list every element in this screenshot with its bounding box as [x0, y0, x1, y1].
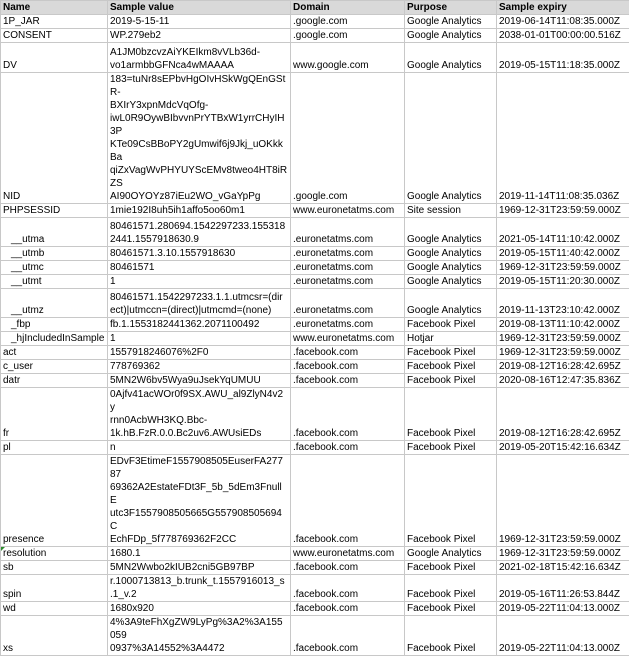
table-row [1, 204, 629, 218]
table-row [1, 29, 629, 43]
table-row [1, 261, 629, 275]
cell-expiry: 1969-12-31T23:59:59.000Z [497, 332, 629, 346]
cell-expiry: 1969-12-31T23:59:59.000Z [497, 204, 629, 218]
cell-name: 1P_JAR [1, 15, 108, 29]
cell-purpose: Google Analytics [405, 261, 497, 275]
cell-domain: .euronetatms.com [291, 275, 405, 289]
table-row [1, 43, 629, 73]
cell-sample-value: 80461571 [108, 261, 291, 275]
cell-domain: .euronetatms.com [291, 247, 405, 261]
cell-expiry: 2019-11-13T23:10:42.000Z [497, 289, 629, 318]
cell-domain: .facebook.com [291, 360, 405, 374]
cell-name: _fbp [1, 318, 108, 332]
cell-domain: .facebook.com [291, 388, 405, 441]
cell-expiry: 2021-05-14T11:10:42.000Z [497, 218, 629, 247]
cell-name: presence [1, 455, 108, 547]
table-row [1, 561, 629, 575]
cell-purpose: Hotjar [405, 332, 497, 346]
cell-sample-value: 1680.1 [108, 547, 291, 561]
table-row [1, 602, 629, 616]
cell-name: PHPSESSID [1, 204, 108, 218]
table-row [1, 547, 629, 561]
cell-domain: www.euronetatms.com [291, 204, 405, 218]
table-body [1, 15, 629, 656]
cell-name: fr [1, 388, 108, 441]
cell-sample-value: 80461571.280694.1542297233.155318 2441.1557918630.9 [108, 218, 291, 247]
cell-expiry: 2019-05-15T11:20:30.000Z [497, 275, 629, 289]
table-row [1, 575, 629, 602]
cell-expiry: 2020-08-16T12:47:35.836Z [497, 374, 629, 388]
header-name: Name [1, 1, 108, 15]
cell-sample-value: n [108, 441, 291, 455]
header-sample-value: Sample value [108, 1, 291, 15]
cell-name: spin [1, 575, 108, 602]
cell-sample-value: EDvF3EtimeF1557908505EuserFA27787 69362A2EstateFDt3F_5b_5dEm3FnullE utc3F1557908505665G557908505694C EchFDp_5f778769362F2CC [108, 455, 291, 547]
cell-domain: .euronetatms.com [291, 261, 405, 275]
cell-domain: .euronetatms.com [291, 218, 405, 247]
cell-purpose: Google Analytics [405, 247, 497, 261]
cell-sample-value: 778769362 [108, 360, 291, 374]
cell-name: DV [1, 43, 108, 73]
cell-sample-value: 80461571.3.10.1557918630 [108, 247, 291, 261]
cell-sample-value: 1680x920 [108, 602, 291, 616]
cell-purpose: Facebook Pixel [405, 575, 497, 602]
header-domain: Domain [291, 1, 405, 15]
cell-sample-value: 0Ajfv41acWOr0f9SX.AWU_al9ZlyN4v2y rnn0AcbWH3KQ.Bbc- 1k.hB.FzR.0.0.Bc2uv6.AWUsiEDs [108, 388, 291, 441]
table-row [1, 388, 629, 441]
cell-domain: www.euronetatms.com [291, 547, 405, 561]
cell-name: resolution [1, 547, 108, 561]
cell-sample-value: 1mie192I8uh5ih1affo5oo60m1 [108, 204, 291, 218]
cell-sample-value: fb.1.1553182441362.2071100492 [108, 318, 291, 332]
cell-purpose: Facebook Pixel [405, 374, 497, 388]
cell-domain: .google.com [291, 15, 405, 29]
header-row [1, 1, 629, 15]
header-purpose: Purpose [405, 1, 497, 15]
cell-purpose: Facebook Pixel [405, 318, 497, 332]
cell-purpose: Google Analytics [405, 73, 497, 204]
cell-expiry: 2019-05-15T11:18:35.000Z [497, 43, 629, 73]
cell-expiry: 2019-08-12T16:28:42.695Z [497, 360, 629, 374]
table-row [1, 374, 629, 388]
cell-expiry: 1969-12-31T23:59:59.000Z [497, 455, 629, 547]
cell-purpose: Facebook Pixel [405, 346, 497, 360]
cell-name: NID [1, 73, 108, 204]
table-row [1, 441, 629, 455]
cell-purpose: Google Analytics [405, 289, 497, 318]
cell-sample-value: 183=tuNr8sEPbvHgOIvHSkWgQEnGStR- BXIrY3xpnMdcVqOfg- iwL0R9OywBIbvvnPrYTBxW1yrrCHyIH3P KTe09CsBBoPY2gUmwif6j9Jkj_uOKkkBa qiZxVagWvPHYUYScEMv8tweo4HT8iRZS AI90OYOYz87iEu2WO_vGaYpPg [108, 73, 291, 204]
cell-domain: .facebook.com [291, 346, 405, 360]
cell-name: act [1, 346, 108, 360]
cell-expiry: 2019-05-22T11:04:13.000Z [497, 602, 629, 616]
cell-domain: www.google.com [291, 43, 405, 73]
table-row [1, 218, 629, 247]
cell-domain: .euronetatms.com [291, 318, 405, 332]
table-row [1, 73, 629, 204]
table-row [1, 332, 629, 346]
cell-sample-value: 1 [108, 332, 291, 346]
cell-sample-value: 80461571.1542297233.1.1.utmcsr=(dir ect)|utmccn=(direct)|utmcmd=(none) [108, 289, 291, 318]
table-row [1, 616, 629, 656]
table-row [1, 289, 629, 318]
cell-name: xs [1, 616, 108, 656]
cell-domain: .google.com [291, 29, 405, 43]
cell-name: c_user [1, 360, 108, 374]
cell-expiry: 2019-08-12T16:28:42.695Z [497, 388, 629, 441]
cell-domain: .facebook.com [291, 602, 405, 616]
cell-expiry: 2019-06-14T11:08:35.000Z [497, 15, 629, 29]
table-row [1, 360, 629, 374]
cell-sample-value: 2019-5-15-11 [108, 15, 291, 29]
cell-sample-value: A1JM0bzcvzAiYKEIkm8vVLb36d- vo1armbbGFNca4wMAAAA [108, 43, 291, 73]
cell-name: __utmz [1, 289, 108, 318]
cell-domain: .facebook.com [291, 561, 405, 575]
cell-sample-value: 5MN2Wwbo2kIUB2cni5GB97BP [108, 561, 291, 575]
cell-name: _hjIncludedInSample [1, 332, 108, 346]
cell-purpose: Google Analytics [405, 218, 497, 247]
table-row [1, 318, 629, 332]
cell-expiry: 2019-08-13T11:10:42.000Z [497, 318, 629, 332]
cell-purpose: Google Analytics [405, 547, 497, 561]
cell-purpose: Facebook Pixel [405, 360, 497, 374]
cell-expiry: 2019-05-22T11:04:13.000Z [497, 616, 629, 656]
cell-domain: .facebook.com [291, 441, 405, 455]
cell-name: sb [1, 561, 108, 575]
cell-purpose: Google Analytics [405, 15, 497, 29]
table-row [1, 346, 629, 360]
table-row [1, 275, 629, 289]
cell-expiry: 2021-02-18T15:42:16.634Z [497, 561, 629, 575]
cell-name: pl [1, 441, 108, 455]
cell-sample-value: r.1000713813_b.trunk_t.1557916013_s .1_v.2 [108, 575, 291, 602]
cell-domain: .google.com [291, 73, 405, 204]
table-row [1, 455, 629, 547]
table-row [1, 247, 629, 261]
cell-expiry: 2019-05-16T11:26:53.844Z [497, 575, 629, 602]
cell-purpose: Facebook Pixel [405, 455, 497, 547]
cell-domain: .facebook.com [291, 455, 405, 547]
cell-purpose: Google Analytics [405, 29, 497, 43]
table-row [1, 15, 629, 29]
cell-sample-value: 1557918246076%2F0 [108, 346, 291, 360]
cell-expiry: 2038-01-01T00:00:00.516Z [497, 29, 629, 43]
cell-purpose: Facebook Pixel [405, 441, 497, 455]
cell-domain: www.euronetatms.com [291, 332, 405, 346]
cell-domain: .euronetatms.com [291, 289, 405, 318]
cell-domain: .facebook.com [291, 575, 405, 602]
cell-domain: .facebook.com [291, 374, 405, 388]
cell-purpose: Google Analytics [405, 43, 497, 73]
cell-sample-value: WP.279eb2 [108, 29, 291, 43]
cell-purpose: Facebook Pixel [405, 616, 497, 656]
cell-purpose: Site session [405, 204, 497, 218]
cell-name: __utmc [1, 261, 108, 275]
cell-purpose: Google Analytics [405, 275, 497, 289]
cell-name: __utmt [1, 275, 108, 289]
cell-name: datr [1, 374, 108, 388]
cell-purpose: Facebook Pixel [405, 561, 497, 575]
cell-expiry: 2019-05-20T15:42:16.634Z [497, 441, 629, 455]
cell-name: CONSENT [1, 29, 108, 43]
cell-expiry: 2019-05-15T11:40:42.000Z [497, 247, 629, 261]
cell-name: wd [1, 602, 108, 616]
cell-sample-value: 4%3A9teFhXgZW9LyPg%3A2%3A155059 0937%3A14552%3A4472 [108, 616, 291, 656]
cell-domain: .facebook.com [291, 616, 405, 656]
cell-sample-value: 1 [108, 275, 291, 289]
cell-expiry: 1969-12-31T23:59:59.000Z [497, 346, 629, 360]
cell-name: __utmb [1, 247, 108, 261]
cell-purpose: Facebook Pixel [405, 388, 497, 441]
cell-sample-value: 5MN2W6bv5Wya9uJsekYqUMUU [108, 374, 291, 388]
header-sample-expiry: Sample expiry [497, 1, 629, 15]
cell-name: __utma [1, 218, 108, 247]
cell-expiry: 2019-11-14T11:08:35.036Z [497, 73, 629, 204]
cell-purpose: Facebook Pixel [405, 602, 497, 616]
cell-expiry: 1969-12-31T23:59:59.000Z [497, 547, 629, 561]
cell-expiry: 1969-12-31T23:59:59.000Z [497, 261, 629, 275]
